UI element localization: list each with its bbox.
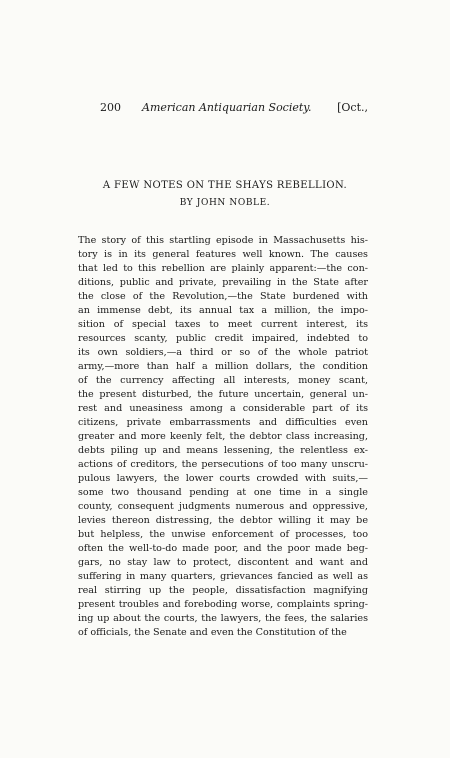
body-line: the present disturbed, the future uncertain, general un- (78, 389, 368, 400)
body-line: real stirring up the people, dissatisfaction magnifying (78, 585, 368, 596)
body-line: rest and uneasiness among a considerable part of its (78, 403, 368, 414)
body-line: gars, no stay law to protect, discontent and want and (78, 557, 368, 568)
body-line: that led to this rebellion are plainly apparent:—the con- (78, 263, 368, 274)
body-line: tory is in its general features well known. The causes (78, 249, 368, 260)
body-line: an immense debt, its annual tax a million, the impo- (78, 305, 368, 316)
body-line: suffering in many quarters, grievances fancied as well as (78, 571, 368, 582)
body-line: citizens, private embarrassments and difficulties even (78, 417, 368, 428)
body-line: The story of this startling episode in Massachusetts his- (78, 235, 368, 246)
body-line: ditions, public and private, prevailing in the State after (78, 277, 368, 288)
article-title: A FEW NOTES ON THE SHAYS REBELLION. (102, 180, 348, 191)
body-line: levies thereon distressing, the debtor willing it may be (78, 515, 368, 526)
body-line: but helpless, the unwise enforcement of processes, too (78, 529, 368, 540)
body-line: of the currency affecting all interests, money scant, (78, 375, 368, 386)
body-line: some two thousand pending at one time in a single (78, 487, 368, 498)
body-line: pulous lawyers, the lower courts crowded with suits,— (78, 473, 368, 484)
issue-date: [Oct., (337, 101, 368, 114)
body-line: sition of special taxes to meet current interest, its (78, 319, 368, 330)
body-line: actions of creditors, the persecutions of too many unscru- (78, 459, 368, 470)
page-number: 200 (100, 101, 121, 114)
body-line: the close of the Revolution,—the State burdened with (78, 291, 368, 302)
running-head (100, 100, 368, 116)
body-line: its own soldiers,—a third or so of the whole patriot (78, 347, 368, 358)
article-byline: BY JOHN NOBLE. (179, 198, 271, 208)
journal-title: American Antiquarian Society. (142, 101, 312, 114)
body-line: debts piling up and means lessening, the relentless ex- (78, 445, 368, 456)
body-line: county, consequent judgments numerous and oppressive, (78, 501, 368, 512)
body-line: resources scanty, public credit impaired, indebted to (78, 333, 368, 344)
body-line: of officials, the Senate and even the Constitution of the (78, 627, 347, 638)
body-line: often the well-to-do made poor, and the poor made beg- (78, 543, 368, 554)
body-line: greater and more keenly felt, the debtor class increasing, (78, 431, 368, 442)
body-line: army,—more than half a million dollars, the condition (78, 361, 368, 372)
body-line: present troubles and foreboding worse, complaints spring- (78, 599, 368, 610)
body-line: ing up about the courts, the lawyers, the fees, the salaries (78, 613, 368, 624)
article-body (78, 234, 368, 640)
